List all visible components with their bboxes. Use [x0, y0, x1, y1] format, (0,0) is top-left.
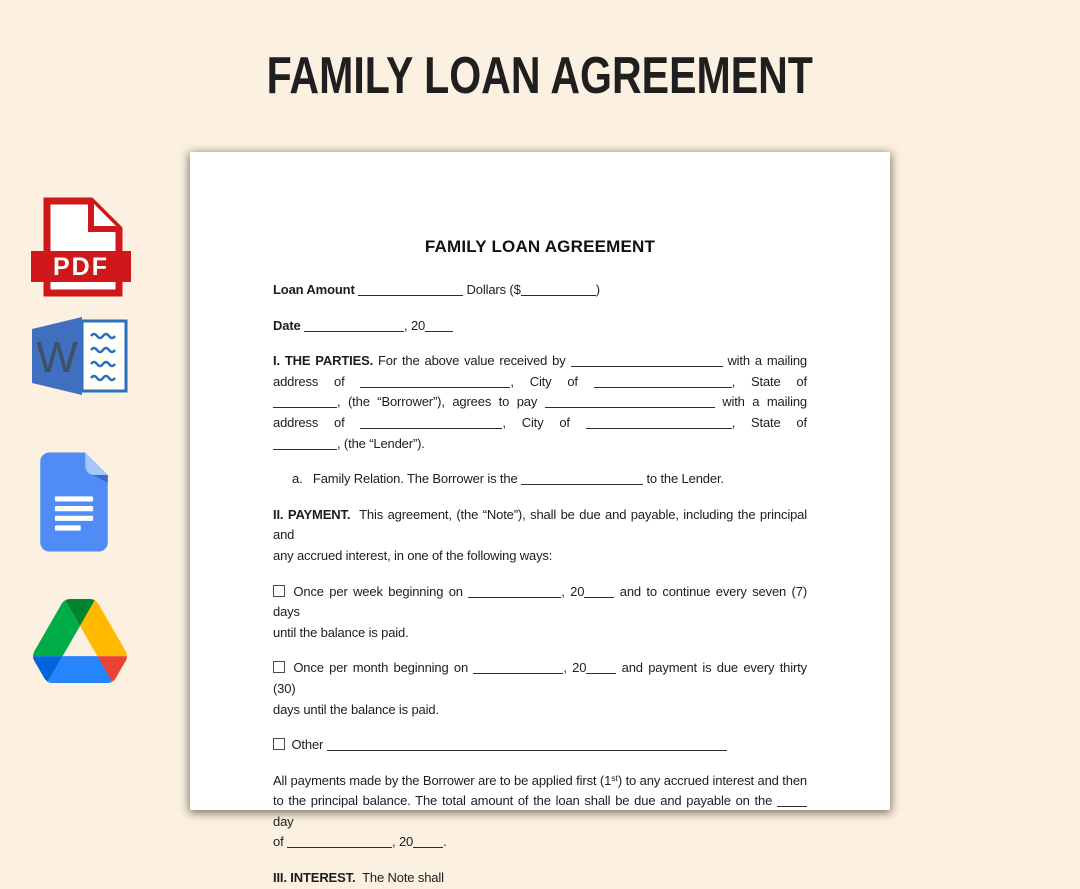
blank-line — [586, 426, 732, 429]
word-icon — [30, 313, 130, 404]
document-line — [273, 868, 807, 889]
pdf-icon — [29, 191, 133, 302]
text-segment: , (the “Lender”). — [337, 435, 425, 451]
document-line — [273, 771, 807, 792]
blank-line — [521, 293, 596, 296]
text-segment: Once per month beginning on — [288, 660, 474, 676]
text-segment: with a mailing — [714, 394, 807, 410]
payment-other-option — [273, 735, 807, 756]
text-segment: The Note shall — [355, 870, 444, 886]
text-segment: , 20 — [563, 660, 587, 676]
text-segment: , City of — [502, 414, 586, 430]
text-segment: Once per week beginning on — [288, 583, 469, 599]
checkbox[interactable] — [273, 738, 285, 750]
document-line — [273, 505, 807, 546]
text-segment: address of — [273, 414, 361, 430]
payment-weekly-option — [273, 582, 807, 644]
text-segment: a. Family Relation. The Borrower is the — [292, 471, 521, 487]
blank-line — [273, 405, 337, 408]
text-segment: For the above value received by — [373, 353, 571, 369]
text-segment: Dollars ($ — [463, 282, 521, 297]
text-segment: Loan Amount — [273, 282, 359, 297]
date-line — [273, 316, 807, 337]
pdf-banner-label: PDF — [53, 253, 109, 281]
text-segment: until the balance is paid. — [273, 624, 409, 640]
text-segment: , 20 — [561, 583, 585, 599]
interest-section — [273, 868, 807, 889]
text-segment: of — [273, 834, 288, 850]
text-segment: , State of — [731, 373, 807, 389]
text-segment: and payment is due every thirty (30) — [273, 660, 807, 696]
text-segment: and to continue every seven (7) days — [273, 583, 807, 620]
loan-amount-line — [273, 280, 807, 301]
blank-line — [273, 447, 337, 450]
blank-line — [468, 595, 561, 598]
text-segment: All payments made by the Borrower are to be applied first (1 — [273, 772, 612, 788]
text-segment: day — [273, 813, 294, 829]
blank-line — [327, 748, 727, 751]
document-page — [190, 152, 890, 886]
document-line — [273, 832, 807, 853]
payment-monthly-option — [273, 658, 807, 720]
text-segment: III. INTEREST. — [273, 870, 356, 886]
text-segment: to the principal balance. The total amount of the loan shall be due and payable on the — [273, 793, 777, 809]
document-line — [273, 700, 807, 721]
document-line — [273, 546, 807, 567]
document-line — [273, 413, 807, 434]
document-body — [273, 280, 807, 889]
payment-section — [273, 505, 807, 567]
blank-line — [521, 482, 643, 485]
blank-line — [425, 329, 453, 332]
google-drive-icon — [33, 599, 127, 688]
checkbox[interactable] — [273, 585, 285, 597]
text-segment: to the Lender. — [643, 471, 724, 487]
document-line — [273, 582, 807, 623]
text-segment: ) to any accrued interest and then — [617, 772, 807, 788]
word-page — [82, 321, 126, 391]
document-line — [273, 623, 807, 644]
blank-line — [360, 426, 502, 429]
text-segment: , City of — [510, 373, 594, 389]
text-segment: with a mailing — [722, 353, 808, 369]
document-content — [190, 152, 890, 889]
page-title-text: FAMILY LOAN AGREEMENT — [266, 47, 814, 105]
document-line — [273, 392, 807, 413]
page-title — [0, 46, 1080, 106]
blank-line — [304, 329, 404, 332]
blank-line — [584, 595, 614, 598]
blank-line — [571, 364, 723, 367]
text-segment: , 20 — [404, 317, 426, 333]
text-segment: , 20 — [392, 834, 414, 850]
pdf-page-fold — [91, 201, 119, 229]
text-segment: II. PAYMENT. — [273, 506, 351, 522]
text-segment: st — [611, 772, 618, 783]
text-segment: ) — [595, 282, 600, 297]
blank-line — [413, 845, 443, 848]
docs-fold — [85, 453, 108, 476]
document-line — [273, 658, 807, 699]
document-line — [292, 469, 807, 490]
document-line — [273, 434, 807, 455]
blank-line — [777, 804, 807, 807]
word-letter: W — [36, 333, 78, 382]
text-segment: I. THE PARTIES. — [273, 353, 374, 369]
payments-application — [273, 771, 807, 853]
blank-line — [545, 405, 715, 408]
text-segment: any accrued interest, in one of the following ways: — [273, 547, 553, 563]
parties-section — [273, 351, 807, 454]
document-title: FAMILY LOAN AGREEMENT — [424, 237, 656, 256]
text-segment: , (the “Borrower”), agrees to pay — [337, 394, 545, 410]
document-line — [273, 735, 807, 756]
document-line — [273, 791, 807, 832]
blank-line — [473, 671, 563, 674]
document-line — [273, 351, 807, 372]
text-segment: This agreement, (the “Note”), shall be due and payable, including the principal and — [273, 506, 807, 543]
document-line — [273, 280, 807, 301]
google-docs-icon — [38, 452, 110, 557]
text-segment: Date — [273, 317, 305, 333]
text-segment: . — [443, 834, 447, 850]
text-segment: days until the balance is paid. — [273, 701, 439, 717]
document-line — [273, 316, 807, 337]
family-relation-line — [273, 469, 807, 490]
checkbox[interactable] — [273, 661, 285, 673]
blank-line — [358, 293, 463, 296]
blank-line — [360, 385, 510, 388]
blank-line — [586, 671, 616, 674]
blank-line — [594, 385, 732, 388]
document-line — [273, 372, 807, 393]
text-segment: Other — [288, 737, 327, 753]
text-segment: address of — [273, 373, 361, 389]
blank-line — [287, 845, 392, 848]
text-segment: , State of — [731, 414, 807, 430]
